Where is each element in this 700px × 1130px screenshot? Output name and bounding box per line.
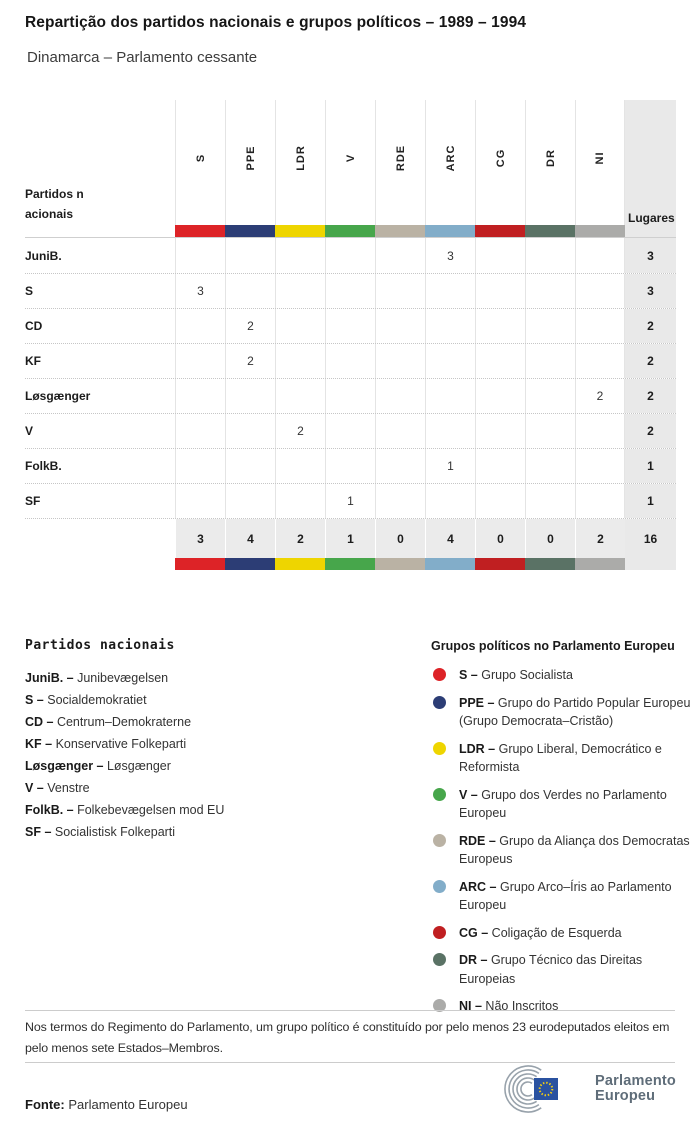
seat-count-cell	[375, 344, 425, 378]
bottom-bar-segment	[325, 558, 375, 570]
seat-count-cell: 1	[425, 449, 475, 483]
group-color-dot	[433, 926, 446, 939]
seat-count-cell: 3	[425, 238, 475, 273]
seat-count-cell	[225, 449, 275, 483]
bottom-bar-segment	[425, 558, 475, 570]
table-row	[25, 448, 676, 483]
group-color-dot	[433, 742, 446, 755]
page-title: Repartição dos partidos nacionais e grupos políticos – 1989 – 1994	[25, 14, 527, 31]
seat-count-cell: 2	[225, 344, 275, 378]
column-header-V	[325, 100, 375, 237]
row-values	[175, 379, 625, 413]
seat-count-cell	[375, 449, 425, 483]
seat-count-cell	[375, 484, 425, 518]
seat-count-cell: 2	[225, 309, 275, 343]
bottom-bar-segment	[275, 558, 325, 570]
table-row	[25, 273, 676, 308]
party-legend-item	[25, 667, 415, 689]
totals-values	[175, 519, 625, 558]
table-row	[25, 483, 676, 518]
group-full-name: Grupo Técnico das Direitas Europeias	[459, 953, 643, 986]
party-abbr: FolkB. –	[25, 803, 74, 817]
column-header-RDE	[375, 100, 425, 237]
seat-count-cell	[475, 379, 525, 413]
seats-column-header-label: Lugares	[628, 211, 675, 225]
seat-count-cell	[375, 414, 425, 448]
row-seats-cell: 2	[625, 309, 676, 343]
party-legend-item	[25, 733, 415, 755]
national-parties-legend-title: Partidos nacionais	[25, 638, 175, 653]
column-header-label: V	[344, 153, 357, 163]
group-abbr: S –	[459, 668, 478, 682]
group-legend-item	[431, 997, 700, 1016]
seat-count-cell	[375, 238, 425, 273]
seat-count-cell	[475, 309, 525, 343]
group-legend-item	[431, 740, 700, 777]
bottom-bar-segments	[175, 558, 625, 570]
column-header-label: NI	[594, 151, 606, 165]
seat-count-cell	[375, 309, 425, 343]
seat-count-cell	[475, 238, 525, 273]
divider	[25, 1062, 675, 1063]
column-header-ARC	[425, 100, 475, 237]
seat-count-cell	[175, 449, 225, 483]
group-color-bar	[375, 225, 426, 237]
seat-count-cell	[575, 449, 625, 483]
logo-wordmark	[595, 1074, 676, 1105]
column-header-label: RDE	[394, 144, 407, 172]
bottom-bar-segment	[375, 558, 425, 570]
seat-count-cell	[575, 414, 625, 448]
seat-count-cell	[425, 274, 475, 308]
party-full-name: Løsgænger	[103, 759, 171, 773]
group-color-dot	[433, 880, 446, 893]
page-subtitle: Dinamarca – Parlamento cessante	[27, 49, 258, 66]
seat-count-cell	[575, 344, 625, 378]
seat-count-cell	[275, 238, 325, 273]
group-full-name: Não Inscritos	[481, 999, 559, 1013]
table-row	[25, 343, 676, 378]
column-header-label: DR	[544, 149, 557, 167]
row-values	[175, 484, 625, 518]
seat-count-cell	[175, 344, 225, 378]
group-legend-item	[431, 878, 700, 915]
seat-count-cell	[225, 238, 275, 273]
column-header-label: ARC	[444, 144, 457, 172]
party-legend-item	[25, 711, 415, 733]
bar-seats-spacer	[625, 558, 676, 570]
source-line	[25, 1097, 188, 1112]
party-column-header-label: Partidos nacionais	[25, 187, 84, 221]
seat-count-cell	[575, 274, 625, 308]
party-abbr: JuniB. –	[25, 671, 74, 685]
group-full-name: Coligação de Esquerda	[488, 925, 622, 940]
party-full-name: Centrum–Demokraterne	[53, 715, 192, 729]
group-abbr: V –	[459, 787, 478, 802]
logo-wordmark-line2: Europeu	[595, 1088, 656, 1104]
seat-count-cell	[525, 238, 575, 273]
national-parties-legend-items	[25, 667, 415, 843]
seat-count-cell	[425, 379, 475, 413]
seat-count-cell	[525, 484, 575, 518]
group-color-bar	[575, 225, 625, 237]
party-name-cell: V	[25, 424, 34, 438]
divider	[25, 1010, 675, 1011]
seat-count-cell	[425, 484, 475, 518]
group-column-headers	[175, 100, 625, 237]
party-abbr: V –	[25, 781, 44, 795]
seat-count-cell	[575, 238, 625, 273]
seat-count-cell: 1	[325, 484, 375, 518]
seat-count-cell	[525, 379, 575, 413]
seats-table	[25, 100, 676, 570]
party-name-cell: CD	[25, 319, 43, 333]
seat-count-cell	[175, 238, 225, 273]
seat-count-cell	[525, 344, 575, 378]
seat-count-cell	[425, 309, 475, 343]
seat-count-cell	[525, 449, 575, 483]
column-total-cell: 2	[275, 519, 325, 558]
column-total-cell: 4	[425, 519, 475, 558]
group-full-name: Grupo Arco–Íris ao Parlamento Europeu	[459, 879, 672, 912]
party-abbr: Løsgænger –	[25, 759, 104, 773]
seat-count-cell	[175, 309, 225, 343]
european-parliament-logo	[502, 1064, 676, 1114]
party-abbr: KF –	[25, 737, 53, 751]
group-abbr: ARC –	[459, 879, 497, 894]
seats-column-header-cell	[625, 100, 676, 237]
row-values	[175, 344, 625, 378]
row-values	[175, 414, 625, 448]
party-abbr: S –	[25, 693, 44, 707]
bottom-color-bar	[25, 558, 676, 570]
row-values	[175, 449, 625, 483]
party-legend-item	[25, 755, 415, 777]
column-total-cell: 0	[475, 519, 525, 558]
group-color-dot	[433, 668, 446, 681]
group-legend-item	[431, 832, 700, 869]
seat-count-cell	[525, 309, 575, 343]
seat-count-cell	[325, 379, 375, 413]
seat-count-cell	[575, 309, 625, 343]
group-color-bar	[425, 225, 476, 237]
group-color-dot	[433, 696, 446, 709]
row-seats-cell: 3	[625, 274, 676, 308]
group-color-bar	[275, 225, 326, 237]
table-row	[25, 238, 676, 273]
political-groups-legend-title: Grupos políticos no Parlamento Europeu	[431, 639, 675, 653]
party-full-name: Folkebevægelsen mod EU	[73, 803, 225, 817]
totals-row	[25, 518, 676, 558]
column-total-cell: 4	[225, 519, 275, 558]
group-abbr: RDE –	[459, 833, 496, 848]
political-groups-legend	[431, 639, 700, 1025]
table-row	[25, 308, 676, 343]
row-seats-cell: 2	[625, 344, 676, 378]
seat-count-cell	[225, 274, 275, 308]
seat-count-cell	[375, 379, 425, 413]
column-header-LDR	[275, 100, 325, 237]
table-body	[25, 238, 676, 518]
column-total-cell: 1	[325, 519, 375, 558]
seat-count-cell	[275, 274, 325, 308]
group-legend-item	[431, 924, 700, 943]
group-legend-item	[431, 694, 700, 731]
group-full-name: Grupo da Aliança dos Democratas Europeus	[459, 833, 690, 866]
seat-count-cell	[425, 344, 475, 378]
party-name-cell: SF	[25, 494, 41, 508]
party-full-name: Konservative Folkeparti	[52, 737, 187, 751]
party-full-name: Junibevægelsen	[73, 671, 169, 685]
row-seats-cell: 3	[625, 238, 676, 273]
logo-wordmark-line1: Parlamento	[595, 1072, 676, 1089]
party-name-cell: FolkB.	[25, 459, 62, 473]
bottom-bar-segment	[175, 558, 225, 570]
group-color-bar	[325, 225, 376, 237]
seat-count-cell: 3	[175, 274, 225, 308]
bottom-bar-segment	[525, 558, 575, 570]
seat-count-cell	[275, 379, 325, 413]
seat-count-cell	[525, 414, 575, 448]
seat-count-cell	[175, 414, 225, 448]
column-header-label: CG	[494, 148, 507, 168]
group-legend-item	[431, 786, 700, 823]
group-color-bar	[525, 225, 576, 237]
seat-count-cell	[525, 274, 575, 308]
seat-count-cell	[325, 309, 375, 343]
seat-count-cell	[325, 274, 375, 308]
column-header-CG	[475, 100, 525, 237]
party-full-name: Socialdemokratiet	[43, 693, 147, 707]
group-color-bar	[175, 225, 226, 237]
hemicycle-eu-flag-icon	[502, 1064, 588, 1114]
seat-count-cell	[325, 449, 375, 483]
party-legend-item	[25, 777, 415, 799]
political-groups-legend-items	[431, 666, 700, 1016]
table-row	[25, 413, 676, 448]
row-seats-cell: 1	[625, 484, 676, 518]
footnote-text: Nos termos do Regimento do Parlamento, um grupo político é constituído por pelo menos 23 eurodeputados eleitos em pelo menos sete Estados–Membros.	[25, 1020, 670, 1055]
column-total-cell: 0	[375, 519, 425, 558]
seat-count-cell	[475, 484, 525, 518]
party-legend-item	[25, 799, 415, 821]
group-abbr: LDR –	[459, 741, 496, 756]
table-header-row	[25, 100, 676, 238]
column-header-S	[175, 100, 225, 237]
seat-count-cell	[475, 449, 525, 483]
column-total-cell: 3	[175, 519, 225, 558]
column-header-label: S	[194, 153, 207, 163]
bottom-bar-segment	[475, 558, 525, 570]
seat-count-cell	[325, 238, 375, 273]
party-name-cell: Løsgænger	[25, 389, 91, 403]
group-color-dot	[433, 953, 446, 966]
seat-count-cell	[275, 449, 325, 483]
seat-count-cell	[225, 484, 275, 518]
seat-count-cell	[575, 484, 625, 518]
seat-count-cell	[375, 274, 425, 308]
row-seats-cell: 2	[625, 414, 676, 448]
party-name-cell: JuniB.	[25, 248, 62, 263]
seat-count-cell	[475, 344, 525, 378]
seat-count-cell	[275, 309, 325, 343]
party-name-cell: S	[25, 284, 34, 298]
column-total-cell: 2	[575, 519, 625, 558]
column-header-PPE	[225, 100, 275, 237]
totals-spacer	[25, 519, 175, 558]
column-header-label: PPE	[244, 145, 257, 171]
column-header-NI	[575, 100, 625, 237]
bar-spacer	[25, 558, 175, 570]
party-legend-item	[25, 689, 415, 711]
table-row	[25, 378, 676, 413]
seat-count-cell	[275, 484, 325, 518]
row-seats-cell: 1	[625, 449, 676, 483]
group-legend-item	[431, 666, 700, 685]
bottom-bar-segment	[225, 558, 275, 570]
group-legend-item	[431, 951, 700, 988]
seat-count-cell	[325, 344, 375, 378]
group-full-name: Grupo Liberal, Democrático e Reformista	[459, 741, 662, 774]
seat-count-cell	[325, 414, 375, 448]
group-abbr: DR –	[459, 953, 488, 967]
row-values	[175, 238, 625, 273]
group-abbr: CG –	[459, 925, 489, 940]
seat-count-cell	[425, 414, 475, 448]
seat-count-cell	[225, 379, 275, 413]
group-color-bar	[475, 225, 526, 237]
seat-count-cell: 2	[575, 379, 625, 413]
seat-count-cell	[475, 274, 525, 308]
party-legend-item	[25, 821, 415, 843]
group-full-name: Grupo do Partido Popular Europeu (Grupo Democrata–Cristão)	[459, 695, 691, 728]
group-abbr: PPE –	[459, 695, 495, 710]
seat-count-cell	[475, 414, 525, 448]
party-column-header-cell	[25, 100, 175, 237]
party-abbr: SF –	[25, 825, 52, 839]
seat-count-cell	[275, 344, 325, 378]
source-value: Parlamento Europeu	[68, 1097, 188, 1112]
row-seats-cell: 2	[625, 379, 676, 413]
column-header-label: LDR	[294, 145, 307, 171]
column-header-DR	[525, 100, 575, 237]
row-values	[175, 309, 625, 343]
party-abbr: CD –	[25, 715, 54, 729]
seat-count-cell	[175, 484, 225, 518]
bottom-bar-segment	[575, 558, 625, 570]
group-color-dot	[433, 834, 446, 847]
seat-count-cell	[175, 379, 225, 413]
row-values	[175, 274, 625, 308]
group-color-dot	[433, 788, 446, 801]
group-full-name: Grupo Socialista	[477, 668, 573, 682]
total-seats-cell: 16	[625, 519, 676, 558]
party-full-name: Venstre	[43, 781, 90, 795]
seat-count-cell: 2	[275, 414, 325, 448]
party-full-name: Socialistisk Folkeparti	[51, 825, 176, 839]
group-abbr: NI –	[459, 999, 482, 1013]
party-name-cell: KF	[25, 354, 41, 368]
source-label: Fonte:	[25, 1097, 65, 1112]
seat-count-cell	[225, 414, 275, 448]
group-full-name: Grupo dos Verdes no Parlamento Europeu	[459, 787, 667, 820]
column-total-cell: 0	[525, 519, 575, 558]
national-parties-legend	[25, 638, 415, 843]
group-color-bar	[225, 225, 276, 237]
